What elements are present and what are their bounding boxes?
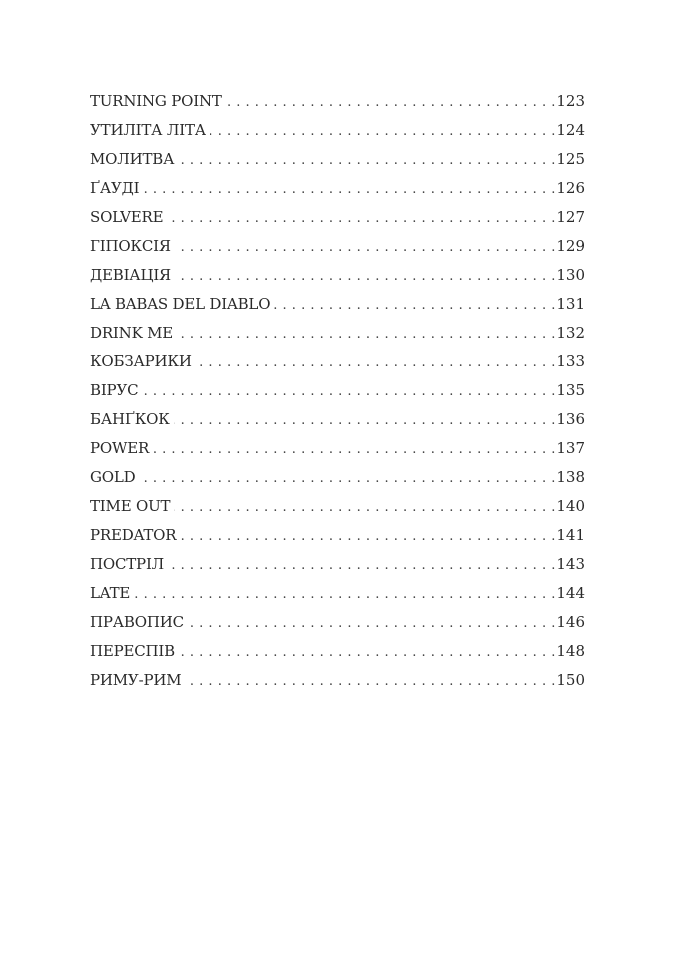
- toc-entry-page: 135: [556, 381, 585, 400]
- toc-entry[interactable]: [90, 492, 585, 521]
- toc-entry-title: POWER: [90, 439, 150, 458]
- toc-entry-page: 150: [556, 670, 585, 689]
- toc-entry-page: 125: [556, 149, 585, 168]
- toc-dot-leader: [210, 118, 555, 147]
- toc-entry-page: 138: [556, 468, 585, 487]
- toc-entry[interactable]: [90, 463, 585, 492]
- toc-dot-leader: [226, 89, 556, 118]
- toc-entry-title: TURNING POINT: [90, 92, 222, 110]
- toc-entry-title: МОЛИТВА: [90, 149, 175, 168]
- toc-entry-page: 126: [556, 178, 585, 197]
- toc-entry-page: 137: [556, 439, 585, 458]
- toc-entry-title: КОБЗАРИКИ: [90, 352, 192, 371]
- toc-entry-title: ВІРУС: [90, 381, 139, 400]
- toc-dot-leader: [167, 205, 555, 234]
- toc-entry-page: 123: [556, 92, 585, 110]
- toc-entry[interactable]: [90, 174, 585, 203]
- toc-entry-title: ҐАУДІ: [90, 178, 140, 197]
- toc-entry[interactable]: [90, 347, 585, 376]
- toc-dot-leader: [179, 639, 555, 668]
- toc-entry[interactable]: [90, 145, 585, 174]
- toc-entry-page: 124: [556, 120, 585, 139]
- table-of-contents: [90, 87, 585, 695]
- toc-entry-page: 143: [556, 555, 585, 573]
- toc-entry-title: РИМУ-РИМ: [90, 670, 182, 689]
- toc-entry-title: LA BABAS DEL DIABLO: [90, 294, 271, 313]
- toc-dot-leader: [180, 523, 555, 552]
- toc-entry-page: 132: [556, 323, 585, 342]
- toc-entry-title: DRINK ME: [90, 323, 174, 342]
- toc-entry-title: GOLD: [90, 468, 136, 487]
- toc-entry-page: 146: [556, 612, 585, 631]
- toc-entry-title: TIME OUT: [90, 497, 171, 516]
- toc-dot-leader: [142, 378, 555, 407]
- toc-entry[interactable]: [90, 434, 585, 463]
- toc-entry-title: LATE: [90, 583, 131, 602]
- toc-dot-leader: [175, 234, 556, 263]
- toc-entry[interactable]: [90, 666, 585, 695]
- toc-entry-title: SOLVERE: [90, 207, 164, 226]
- toc-dot-leader: [175, 263, 555, 292]
- toc-dot-leader: [177, 321, 555, 350]
- toc-entry[interactable]: [90, 608, 585, 637]
- toc-entry[interactable]: [90, 116, 585, 145]
- toc-entry-page: 148: [556, 641, 585, 660]
- toc-entry-page: 129: [556, 236, 585, 255]
- toc-dot-leader: [153, 436, 555, 465]
- toc-entry[interactable]: [90, 376, 585, 405]
- toc-dot-leader: [196, 349, 556, 378]
- toc-dot-leader: [174, 494, 555, 523]
- toc-entry-page: 136: [556, 410, 585, 429]
- toc-entry[interactable]: [90, 405, 585, 434]
- toc-entry-title: ГІПОКСІЯ: [90, 236, 171, 255]
- toc-dot-leader: [174, 407, 556, 436]
- toc-dot-leader: [168, 552, 555, 581]
- toc-dot-leader: [188, 610, 555, 639]
- toc-dot-leader: [143, 176, 555, 205]
- toc-entry-title: УТИЛІТА ЛІТА: [90, 120, 206, 139]
- toc-entry-title: PREDATOR: [90, 526, 177, 545]
- toc-entry[interactable]: [90, 290, 585, 319]
- toc-entry-page: 141: [556, 526, 585, 545]
- toc-entry[interactable]: [90, 637, 585, 666]
- toc-dot-leader: [134, 581, 555, 610]
- toc-entry[interactable]: [90, 232, 585, 261]
- toc-entry[interactable]: [90, 521, 585, 550]
- toc-entry-page: 133: [556, 352, 585, 371]
- toc-entry-title: ПЕРЕСПІВ: [90, 641, 175, 660]
- toc-dot-leader: [178, 147, 555, 176]
- toc-entry-page: 131: [556, 294, 585, 313]
- toc-entry-title: БАНҐКОК: [90, 410, 170, 429]
- toc-entry-title: ПРАВОПИС: [90, 612, 184, 631]
- toc-entry[interactable]: [90, 261, 585, 290]
- toc-dot-leader: [139, 465, 555, 494]
- toc-entry-page: 140: [556, 497, 585, 516]
- toc-entry[interactable]: [90, 203, 585, 232]
- toc-entry[interactable]: [90, 579, 585, 608]
- toc-entry-title: ПОСТРІЛ: [90, 555, 164, 573]
- toc-entry-title: ДЕВІАЦІЯ: [90, 265, 171, 284]
- toc-entry-page: 127: [556, 207, 585, 226]
- toc-entry[interactable]: [90, 319, 585, 348]
- toc-entry[interactable]: [90, 87, 585, 116]
- toc-dot-leader: [185, 668, 555, 697]
- toc-entry-page: 144: [556, 583, 585, 602]
- toc-entry-page: 130: [556, 265, 585, 284]
- toc-dot-leader: [274, 292, 555, 321]
- toc-entry[interactable]: [90, 550, 585, 579]
